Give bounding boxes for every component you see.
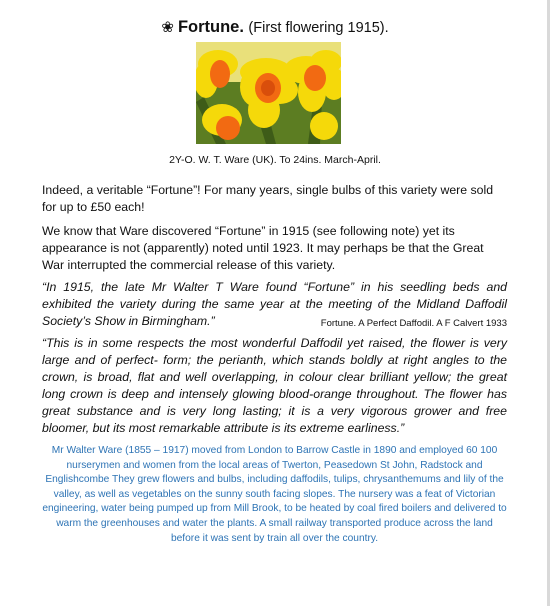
- variety-name: Fortune.: [177, 18, 244, 36]
- calvert-quote: “In 1915, the late Mr Walter T Ware found “Fortune” in his seedling beds and exhibited the variety during the same year at the meeting of the Midland Daffodil Society’s Show in Birmingham.”: [42, 280, 507, 328]
- discovery-paragraph: We know that Ware discovered “Fortune” in 1915 (see following note) yet its appearance is not (apparently) noted until 1923. It may perhaps be that the Great War interrupted the commercial release of this variety.: [42, 224, 484, 272]
- flower-icon: ❀: [161, 19, 174, 36]
- title-subtitle: (First flowering 1915).: [248, 20, 389, 36]
- page-title: [0, 18, 550, 37]
- daffodil-photo: [196, 42, 341, 144]
- quote-source: Fortune. A Perfect Daffodil. A F Calvert 1933: [320, 318, 507, 329]
- variety-caption: 2Y-O. W. T. Ware (UK). To 24ins. March-April.: [169, 154, 381, 166]
- intro-paragraph: Indeed, a veritable “Fortune”! For many years, single bulbs of this variety were sold for up to £50 each!: [42, 183, 494, 214]
- description-quote: “This is in some respects the most wonderful Daffodil yet raised, the flower is very large and of perfect- form; the perianth, which stands boldly at right angles to the crown, is broad, flat and well overlapping, in colour clear brilliant yellow; the great long crown is deep and intensely glowing blood-orange throughout. The flower has great substance and is very long lasting; it is a very vigorous grower and free bloomer, but its most remarkable attribute is its extreme earliness.”: [42, 336, 507, 435]
- calvert-quote-paragraph: [42, 279, 507, 332]
- ware-biography: Mr Walter Ware (1855 – 1917) moved from London to Barrow Castle in 1890 and employed 60 100 nurserymen and women from the local areas of Twerton, Peasedown St John, Radstock and Englishcombe They grew flowers and bulbs, including daffodils, tulips, chrysanthemums and lily of the valley, as well as vegetables on the sunny south facing slopes. The nursery was a feat of Victorian engineering, water being pumped up from Mill Brook, to be heated by coal fired boilers and delivered to warm the greenhouses and water the plants. A small railway transported produce across the land before it was sent by train all over the country.: [42, 445, 507, 544]
